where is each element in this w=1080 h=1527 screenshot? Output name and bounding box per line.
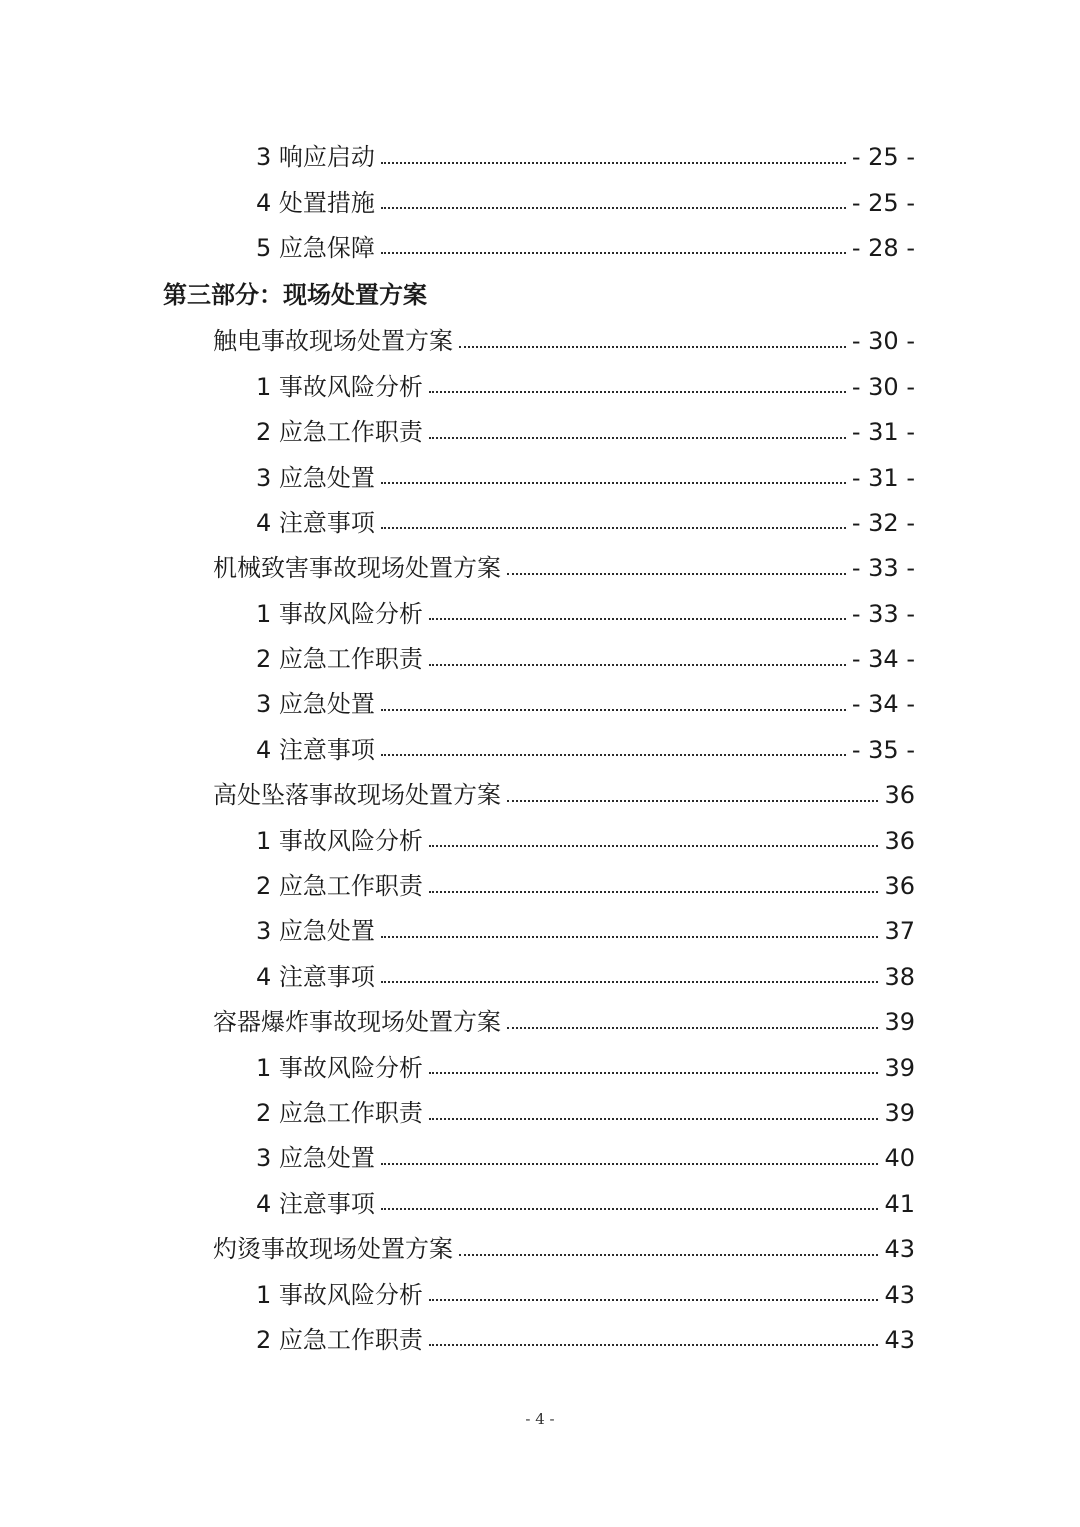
toc-entry-page-number: 36 (884, 872, 915, 901)
toc-entry-page-number: - 31 - (851, 463, 915, 492)
page-number: - 4 - (525, 1410, 555, 1428)
toc-entry-title: 4 注意事项 (256, 962, 375, 991)
toc-dot-leader (381, 162, 846, 164)
toc-entry-page-number: - 30 - (851, 372, 915, 401)
toc-entry-title: 机械致害事故现场处置方案 (213, 554, 501, 583)
toc-dot-leader (429, 391, 846, 393)
toc-section-entry[interactable] (0, 955, 1080, 1000)
toc-entry-title: 1 事故风险分析 (256, 826, 423, 855)
toc-dot-leader (429, 1344, 879, 1346)
toc-chapter-entry[interactable] (0, 773, 1080, 818)
toc-entry-title: 2 应急工作职责 (256, 645, 423, 674)
toc-entry-title: 4 注意事项 (256, 735, 375, 764)
toc-entry-page-number: 38 (884, 962, 915, 991)
toc-entry-page-number: 41 (884, 1189, 915, 1218)
toc-dot-leader (381, 754, 846, 756)
toc-section-entry[interactable] (0, 864, 1080, 909)
toc-dot-leader (459, 346, 846, 348)
toc-section-entry[interactable] (0, 909, 1080, 954)
toc-entry-page-number: 39 (884, 1053, 915, 1082)
toc-entry-page-number: - 34 - (851, 690, 915, 719)
toc-dot-leader (429, 664, 846, 666)
toc-entry-title: 1 事故风险分析 (256, 1280, 423, 1309)
toc-section-entry[interactable] (0, 410, 1080, 455)
toc-dot-leader (429, 1072, 879, 1074)
toc-chapter-entry[interactable] (0, 319, 1080, 364)
toc-dot-leader (429, 1118, 879, 1120)
toc-entry-title: 1 事故风险分析 (256, 372, 423, 401)
toc-section-entry[interactable] (0, 135, 1080, 180)
toc-dot-leader (381, 936, 879, 938)
toc-section-entry[interactable] (0, 1272, 1080, 1317)
toc-dot-leader (507, 1027, 878, 1029)
toc-section-entry[interactable] (0, 455, 1080, 500)
toc-entry-title: 1 事故风险分析 (256, 599, 423, 628)
toc-section-entry[interactable] (0, 637, 1080, 682)
toc-section-entry[interactable] (0, 501, 1080, 546)
toc-dot-leader (459, 1254, 878, 1256)
toc-entry-page-number: 36 (884, 826, 915, 855)
toc-entry-page-number: - 32 - (851, 508, 915, 537)
toc-entry-page-number: - 31 - (851, 418, 915, 447)
toc-entry-page-number: - 25 - (851, 143, 915, 172)
toc-entry-title: 3 应急处置 (256, 917, 375, 946)
toc-entry-title: 高处坠落事故现场处置方案 (213, 781, 501, 810)
toc-entry-title: 4 处置措施 (256, 188, 375, 217)
toc-entry-page-number: 43 (884, 1235, 915, 1264)
toc-dot-leader (381, 527, 846, 529)
toc-entry-page-number: - 33 - (851, 554, 915, 583)
toc-dot-leader (381, 482, 846, 484)
toc-dot-leader (429, 891, 879, 893)
toc-chapter-entry[interactable] (0, 1000, 1080, 1045)
toc-entry-title: 1 事故风险分析 (256, 1053, 423, 1082)
toc-section-entry[interactable] (0, 592, 1080, 637)
toc-part-heading[interactable] (0, 271, 1080, 319)
toc-entry-page-number: - 25 - (851, 188, 915, 217)
toc-entry-page-number: 36 (884, 781, 915, 810)
toc-dot-leader (381, 1208, 879, 1210)
toc-chapter-entry[interactable] (0, 1227, 1080, 1272)
toc-entry-page-number: 43 (884, 1280, 915, 1309)
toc-dot-leader (381, 1163, 879, 1165)
toc-section-entry[interactable] (0, 226, 1080, 271)
toc-section-entry[interactable] (0, 1136, 1080, 1181)
toc-entry-title: 灼烫事故现场处置方案 (213, 1235, 453, 1264)
toc-entry-page-number: - 30 - (851, 327, 915, 356)
toc-dot-leader (429, 845, 879, 847)
toc-dot-leader (507, 800, 878, 802)
toc-entry-title: 触电事故现场处置方案 (213, 327, 453, 356)
toc-entry-title: 第三部分：现场处置方案 (163, 280, 427, 309)
toc-entry-page-number: 37 (884, 917, 915, 946)
toc-dot-leader (381, 709, 846, 711)
toc-section-entry[interactable] (0, 682, 1080, 727)
toc-dot-leader (429, 618, 846, 620)
toc-entry-page-number: 40 (884, 1144, 915, 1173)
toc-section-entry[interactable] (0, 1318, 1080, 1363)
toc-dot-leader (381, 981, 879, 983)
toc-entry-title: 3 应急处置 (256, 690, 375, 719)
toc-section-entry[interactable] (0, 180, 1080, 225)
toc-entry-page-number: 39 (884, 1099, 915, 1127)
toc-section-entry[interactable] (0, 365, 1080, 410)
toc-section-entry[interactable] (0, 728, 1080, 773)
toc-entry-title: 2 应急工作职责 (256, 418, 423, 447)
toc-dot-leader (429, 1299, 879, 1301)
toc-entry-page-number: 39 (884, 1008, 915, 1037)
toc-dot-leader (381, 252, 846, 254)
toc-entry-title: 容器爆炸事故现场处置方案 (213, 1008, 501, 1037)
toc-entry-title: 2 应急工作职责 (256, 1325, 423, 1354)
table-of-contents (0, 135, 1080, 1363)
toc-entry-title: 2 应急工作职责 (256, 872, 423, 901)
toc-entry-title: 2 应急工作职责 (256, 1099, 423, 1127)
toc-section-entry[interactable] (0, 1091, 1080, 1136)
toc-entry-title: 4 注意事项 (256, 1189, 375, 1218)
toc-entry-page-number: - 34 - (851, 645, 915, 674)
toc-chapter-entry[interactable] (0, 546, 1080, 591)
toc-entry-title: 5 应急保障 (256, 233, 375, 262)
toc-entry-title: 3 应急处置 (256, 463, 375, 492)
toc-entry-page-number: - 35 - (851, 735, 915, 764)
toc-entry-title: 4 注意事项 (256, 508, 375, 537)
toc-section-entry[interactable] (0, 1182, 1080, 1227)
toc-entry-page-number: - 28 - (851, 233, 915, 262)
toc-dot-leader (381, 207, 846, 209)
toc-dot-leader (507, 573, 846, 575)
toc-section-entry[interactable] (0, 818, 1080, 863)
toc-entry-page-number: 43 (884, 1325, 915, 1354)
toc-entry-title: 3 响应启动 (256, 143, 375, 172)
toc-entry-title: 3 应急处置 (256, 1144, 375, 1173)
toc-dot-leader (429, 437, 846, 439)
toc-entry-page-number: - 33 - (851, 599, 915, 628)
toc-section-entry[interactable] (0, 1045, 1080, 1090)
